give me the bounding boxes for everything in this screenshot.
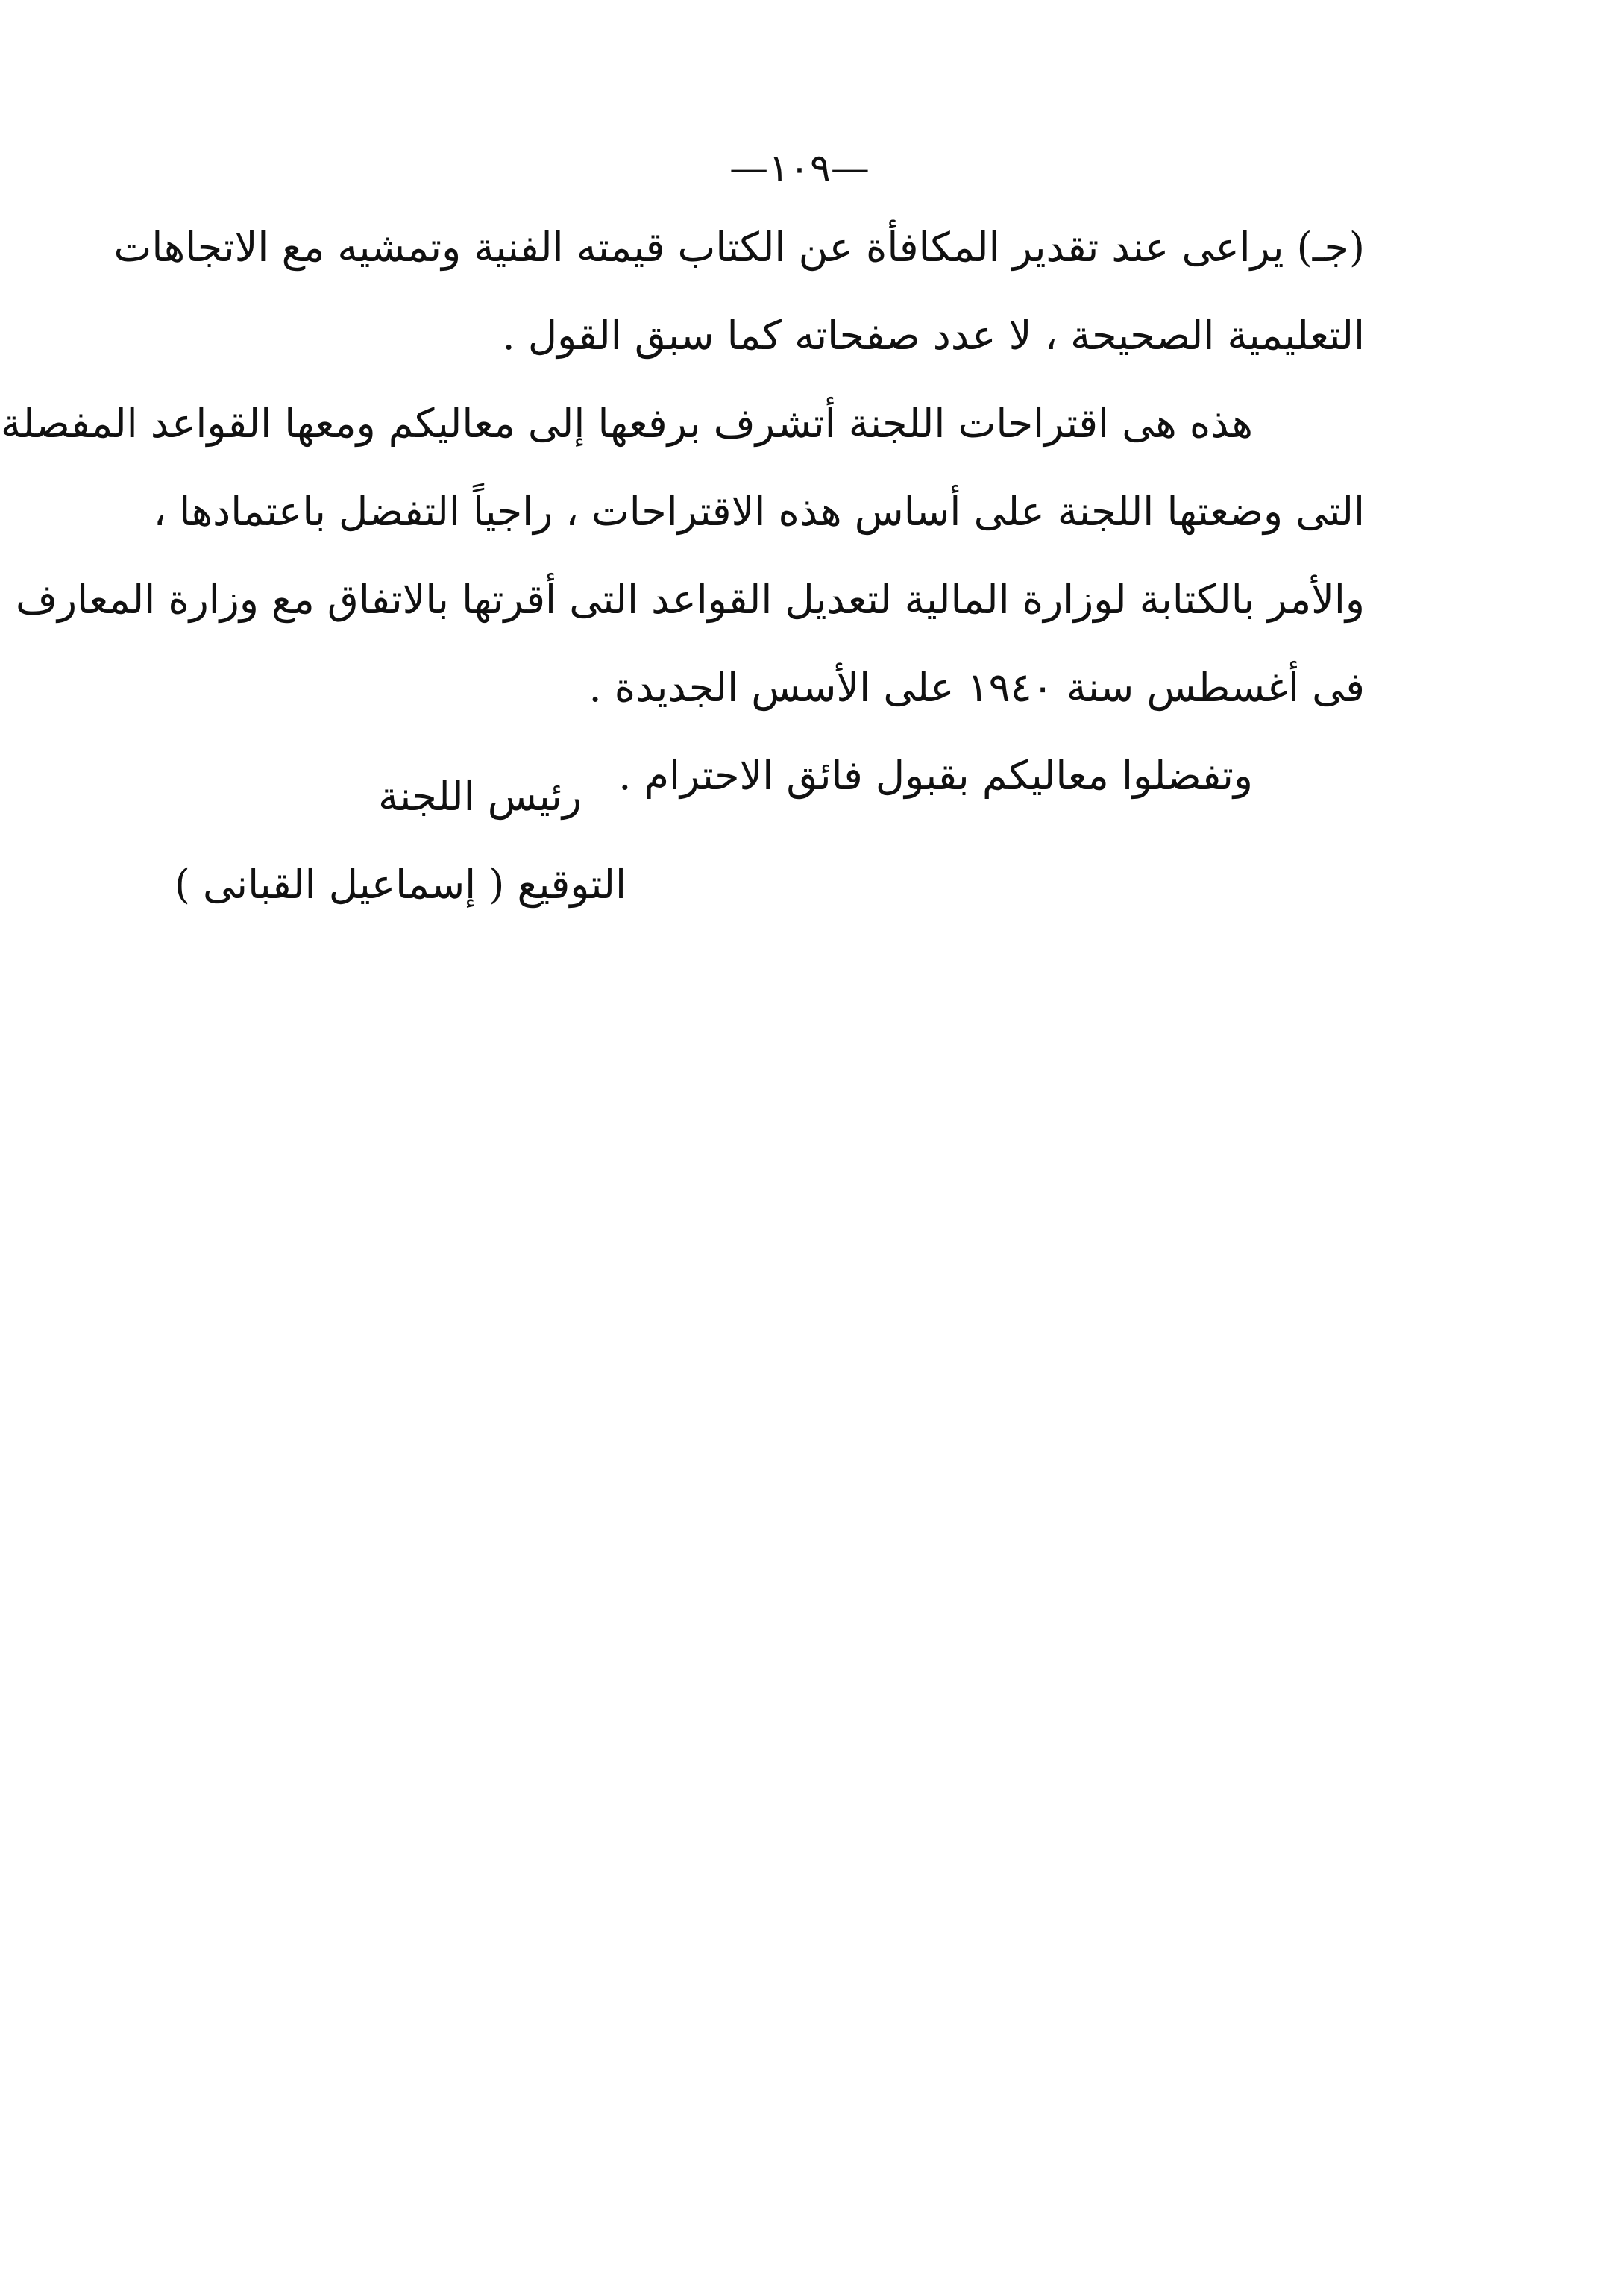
closing-line: وتفضلوا معاليكم بقبول فائق الاحترام . xyxy=(618,752,1253,799)
signature-block xyxy=(0,773,626,949)
paragraph-line-5: والأمر بالكتابة لوزارة المالية لتعديل القواعد التى أقرتها بالاتفاق مع وزارة المعارف xyxy=(16,576,1365,623)
paragraph-line-1: (جـ) يراعى عند تقدير المكافأة عن الكتاب قيمته الفنية وتمشيه مع الاتجاهات xyxy=(113,224,1365,271)
paragraph-line-3: هذه هى اقتراحات اللجنة أتشرف برفعها إلى معاليكم ومعها القواعد المفصلة xyxy=(1,400,1253,447)
paragraph-line-2: التعليمية الصحيحة ، لا عدد صفحاته كما سبق القول . xyxy=(502,312,1365,359)
paragraph-line-6: فى أغسطس سنة ١٩٤٠ على الأسس الجديدة . xyxy=(588,664,1365,711)
page-number: —١٠٩— xyxy=(729,146,870,191)
signatory-title: رئيس اللجنة xyxy=(378,773,582,820)
paragraph-line-4: التى وضعتها اللجنة على أساس هذه الاقتراحات ، راجياً التفضل باعتمادها ، xyxy=(153,488,1365,535)
signatory-name: التوقيع ( إسماعيل القبانى ) xyxy=(174,861,626,908)
letter-body xyxy=(1,224,1365,840)
